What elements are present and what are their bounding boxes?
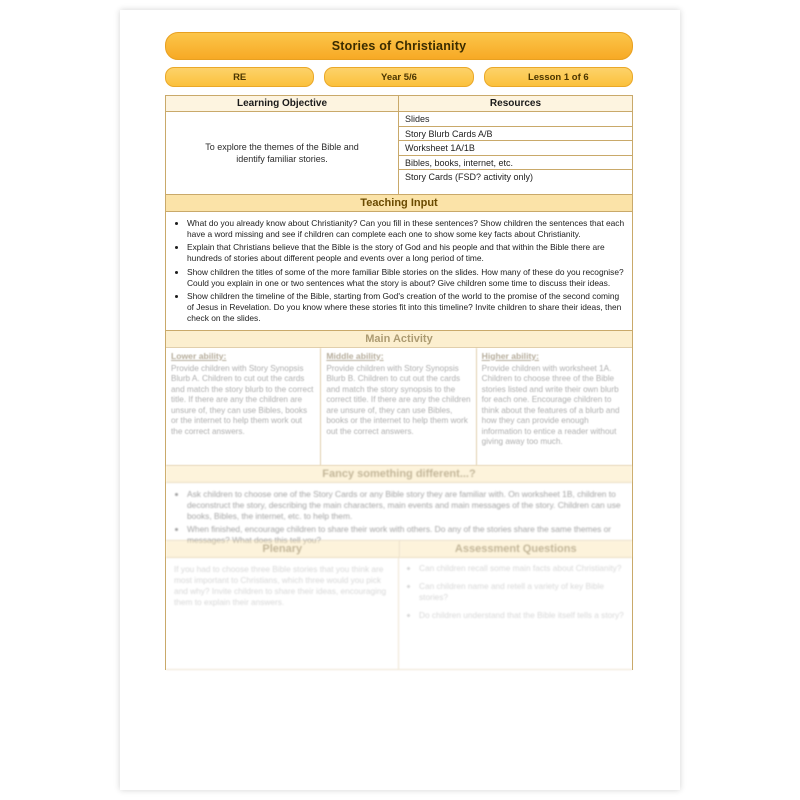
teaching-input-band-row	[166, 195, 632, 212]
resource-item: Story Cards (FSD? activity only)	[405, 172, 534, 183]
year-group-pill: Year 5/6	[324, 67, 473, 87]
document-title: Stories of Christianity	[165, 32, 633, 60]
table-header-row	[166, 96, 632, 112]
higher-ability-label: Higher ability:	[481, 350, 539, 361]
teaching-input-bullet: • What do you already know about Christianity? Can you fill in these sentences? Show children the sentences that each have a word missing and see if children can complete each one to show some key facts about Christianity.	[187, 218, 627, 240]
teaching-input-list	[171, 218, 627, 324]
main-activity-header: Main Activity	[166, 331, 632, 348]
fancy-list	[171, 489, 627, 546]
teaching-input-cell	[166, 212, 632, 331]
lesson-plan-sheet	[165, 32, 633, 670]
fancy-bullet: • When finished, encourage children to share their work with others. Do any of the stories share the same themes or messages? What does this tell you?	[187, 524, 627, 546]
middle-ability-text: Provide children with Story Synopsis Blurb B. Children to cut out the cards and match the story synopsis to the correct title. If there are any the children are unsure of, they can use Bibles, books or the internet to help them work out the correct answers.	[326, 363, 471, 436]
learning-objective-cell	[166, 112, 399, 195]
main-activity-band-row	[166, 331, 632, 348]
resource-item: Worksheet 1A/1B	[399, 141, 632, 156]
lesson-plan-table	[165, 95, 633, 670]
lower-ability-label: Lower ability:	[171, 350, 227, 361]
middle-ability-label: Middle ability:	[326, 350, 384, 361]
assessment-question: • Do children understand that the Bible itself tells a story?	[419, 610, 627, 621]
lesson-number-pill: Lesson 1 of 6	[484, 67, 633, 87]
main-activity-row	[166, 348, 632, 466]
learning-objective-header: Learning Objective	[166, 96, 399, 112]
subject-pill: RE	[165, 67, 314, 87]
fancy-cell	[166, 483, 632, 545]
teaching-input-header: Teaching Input	[166, 195, 632, 212]
teaching-input-row	[166, 212, 632, 331]
plenary-assessment-band-row	[166, 541, 632, 558]
assessment-list	[404, 563, 627, 622]
resources-header: Resources	[399, 96, 632, 112]
plenary-assessment-row	[166, 558, 632, 670]
assessment-cell	[399, 558, 632, 670]
teaching-input-bullet: • Explain that Christians believe that the Bible is the story of God and his people and that within the Bible there are hundreds of stories about different people and events over a long period of time.	[187, 242, 627, 264]
assessment-question: • Can children name and retell a variety of key Bible stories?	[419, 581, 627, 603]
fancy-band-row	[166, 466, 632, 483]
fancy-row	[166, 483, 632, 545]
learning-objective-text: To explore the themes of the Bible and identify familiar stories.	[205, 141, 359, 164]
teaching-input-bullet: • Show children the titles of some of the more familiar Bible stories on the slides. How many of these do you recognise? Could you explain in one or two sentences what the story is about? Give children some time to discuss their ideas.	[187, 267, 627, 289]
resource-item: Bibles, books, internet, etc.	[399, 156, 632, 171]
lower-ability-cell	[166, 348, 321, 466]
assessment-header: Assessment Questions	[400, 541, 633, 558]
resource-item: Slides	[399, 112, 632, 127]
objective-resources-row	[166, 112, 632, 195]
higher-ability-cell	[477, 348, 632, 466]
lower-ability-text: Provide children with Story Synopsis Blurb A. Children to cut out the cards and match the story blurb to the correct title. If there are any the children are unsure of, they can use Bibles, books or the internet to help them work out the correct answers.	[171, 363, 314, 436]
plenary-cell	[166, 558, 399, 670]
teaching-input-bullet: • Show children the timeline of the Bible, starting from God's creation of the world to the promise of the second coming of Jesus in Revelation. Do you know where these stories fit into this timeline? Invite children to share their ideas, then check on the slides.	[187, 291, 627, 324]
resources-cell	[399, 112, 632, 195]
higher-ability-text: Provide children with worksheet 1A. Children to choose three of the Bible stories listed and write their own blurb for each one. Encourage children to think about the features of a blurb and how they can provide enough information to entice a reader without giving away too much.	[481, 363, 620, 447]
fancy-bullet: • Ask children to choose one of the Story Cards or any Bible story they are familiar with. On worksheet 1B, children to deconstruct the story, describing the main characters, main events and main messages of the story. Children can use books, Bibles, the internet, etc. to help them.	[187, 489, 627, 522]
fancy-header: Fancy something different...?	[166, 466, 632, 483]
resource-item: Story Blurb Cards A/B	[399, 127, 632, 142]
middle-ability-cell	[321, 348, 476, 466]
plenary-text: If you had to choose three Bible stories that you think are most important to Christians, which three would you pick and why? Invite children to share their ideas, encouraging them to explain their answers.	[174, 563, 387, 608]
assessment-question: • Can children recall some main facts about Christianity?	[419, 563, 627, 574]
plenary-header: Plenary	[166, 541, 400, 558]
meta-pill-row	[165, 67, 633, 87]
